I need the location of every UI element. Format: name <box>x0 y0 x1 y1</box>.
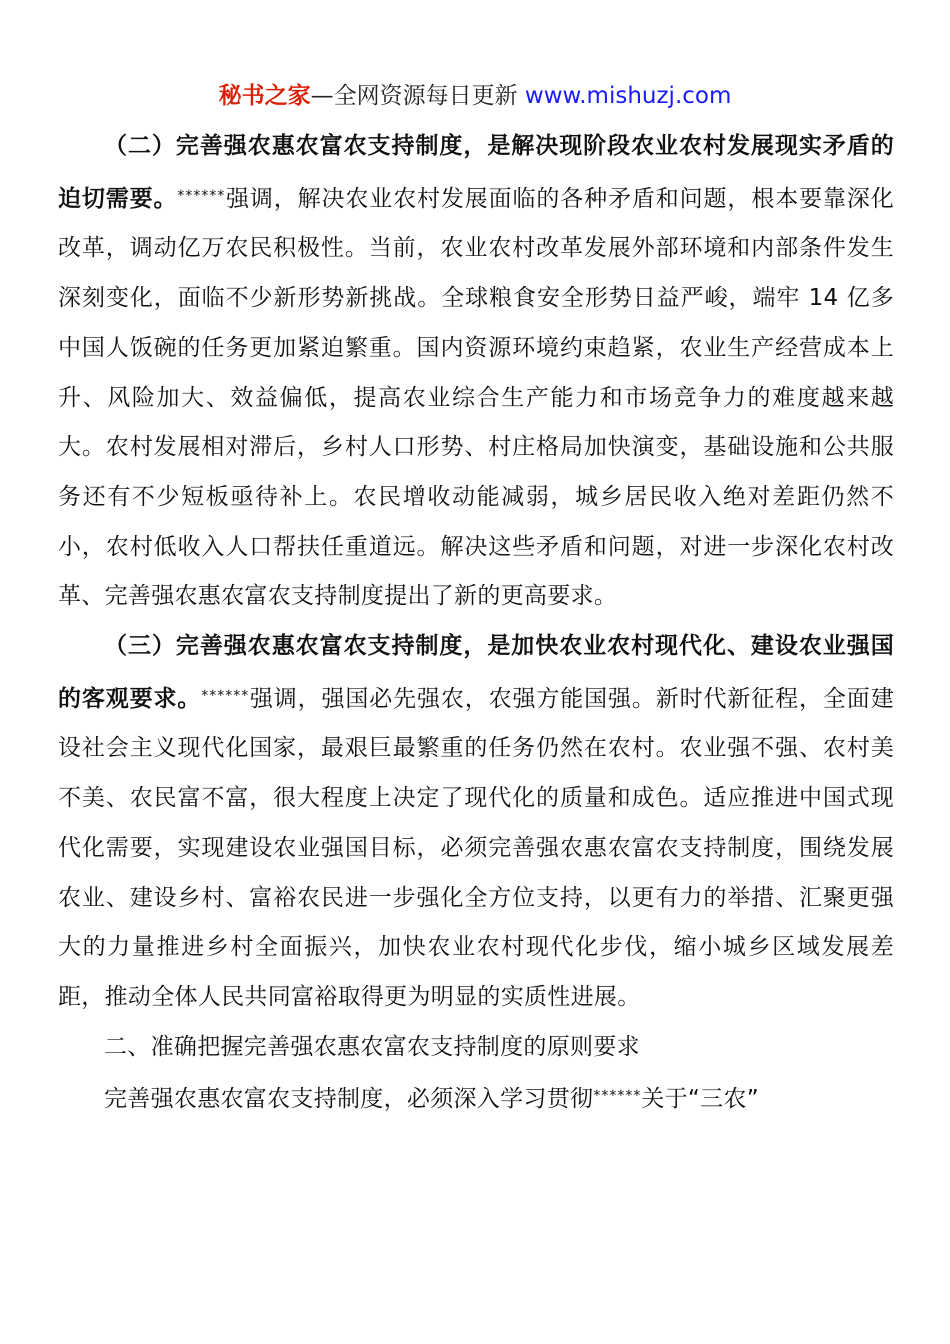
document-body <box>58 122 894 1125</box>
section-heading-2: （二）完善强农惠农富农支持制度，是解决现阶段农业农村发展现实矛盾的迫切需要。 <box>58 133 894 212</box>
section-text-2: 强调，解决农业农村发展面临的各种矛盾和问题，根本要靠深化改革，调动亿万农民积极性。当前，农业农村改革发展外部环境和内部条件发生深刻变化，面临不少新形势新挑战。全球粮食安全形势日益严峻，端牢 14 亿多中国人饭碗的任务更加紧迫繁重。国内资源环境约束趋紧，农业生产经营成本上升、风险加大、效益偏低，提高农业综合生产能力和市场竞争力的难度越来越大。农村发展相对滞后，乡村人口形势、村庄格局加快演变，基础设施和公共服务还有不少短板亟待补上。农民增收动能减弱，城乡居民收入绝对差距仍然不小，农村低收入人口帮扶任重道远。解决这些矛盾和问题，对进一步深化农村改革、完善强农惠农富农支持制度提出了新的更高要求。 <box>58 185 895 610</box>
intro-text-start: 完善强农惠农富农支持制度，必须深入学习贯彻 <box>104 1086 594 1113</box>
redacted-name: ****** <box>201 687 250 704</box>
site-header <box>0 80 950 112</box>
redacted-name: ****** <box>593 1088 642 1105</box>
section-heading-3: （三）完善强农惠农富农支持制度，是加快农业农村现代化、建设农业强国的客观要求。 <box>58 633 894 712</box>
site-brand: 秘书之家 <box>218 83 311 109</box>
site-url-link[interactable]: www.mishuzj.com <box>524 83 732 109</box>
intro-text-end: 关于“三农” <box>641 1086 759 1113</box>
redacted-name: ****** <box>177 187 226 204</box>
chapter-heading-2: 二、准确把握完善强农惠农富农支持制度的原则要求 <box>104 1033 640 1060</box>
chapter-intro-paragraph <box>58 1072 894 1125</box>
site-tagline: —全网资源每日更新 <box>310 83 518 109</box>
section-paragraph-3 <box>58 622 894 1023</box>
section-text-3: 强调，强国必先强农，农强方能国强。新时代新征程，全面建设社会主义现代化国家，最艰巨最繁重的任务仍然在农村。农业强不强、农村美不美、农民富不富，很大程度上决定了现代化的质量和成色。适应推进中国式现代化需要，实现建设农业强国目标，必须完善强农惠农富农支持制度，围绕发展农业、建设乡村、富裕农民进一步强化全方位支持，以更有力的举措、汇聚更强大的力量推进乡村全面振兴，加快农业农村现代化步伐，缩小城乡区域发展差距，推动全体人民共同富裕取得更为明显的实质性进展。 <box>58 685 894 1010</box>
section-paragraph-2 <box>58 122 894 622</box>
